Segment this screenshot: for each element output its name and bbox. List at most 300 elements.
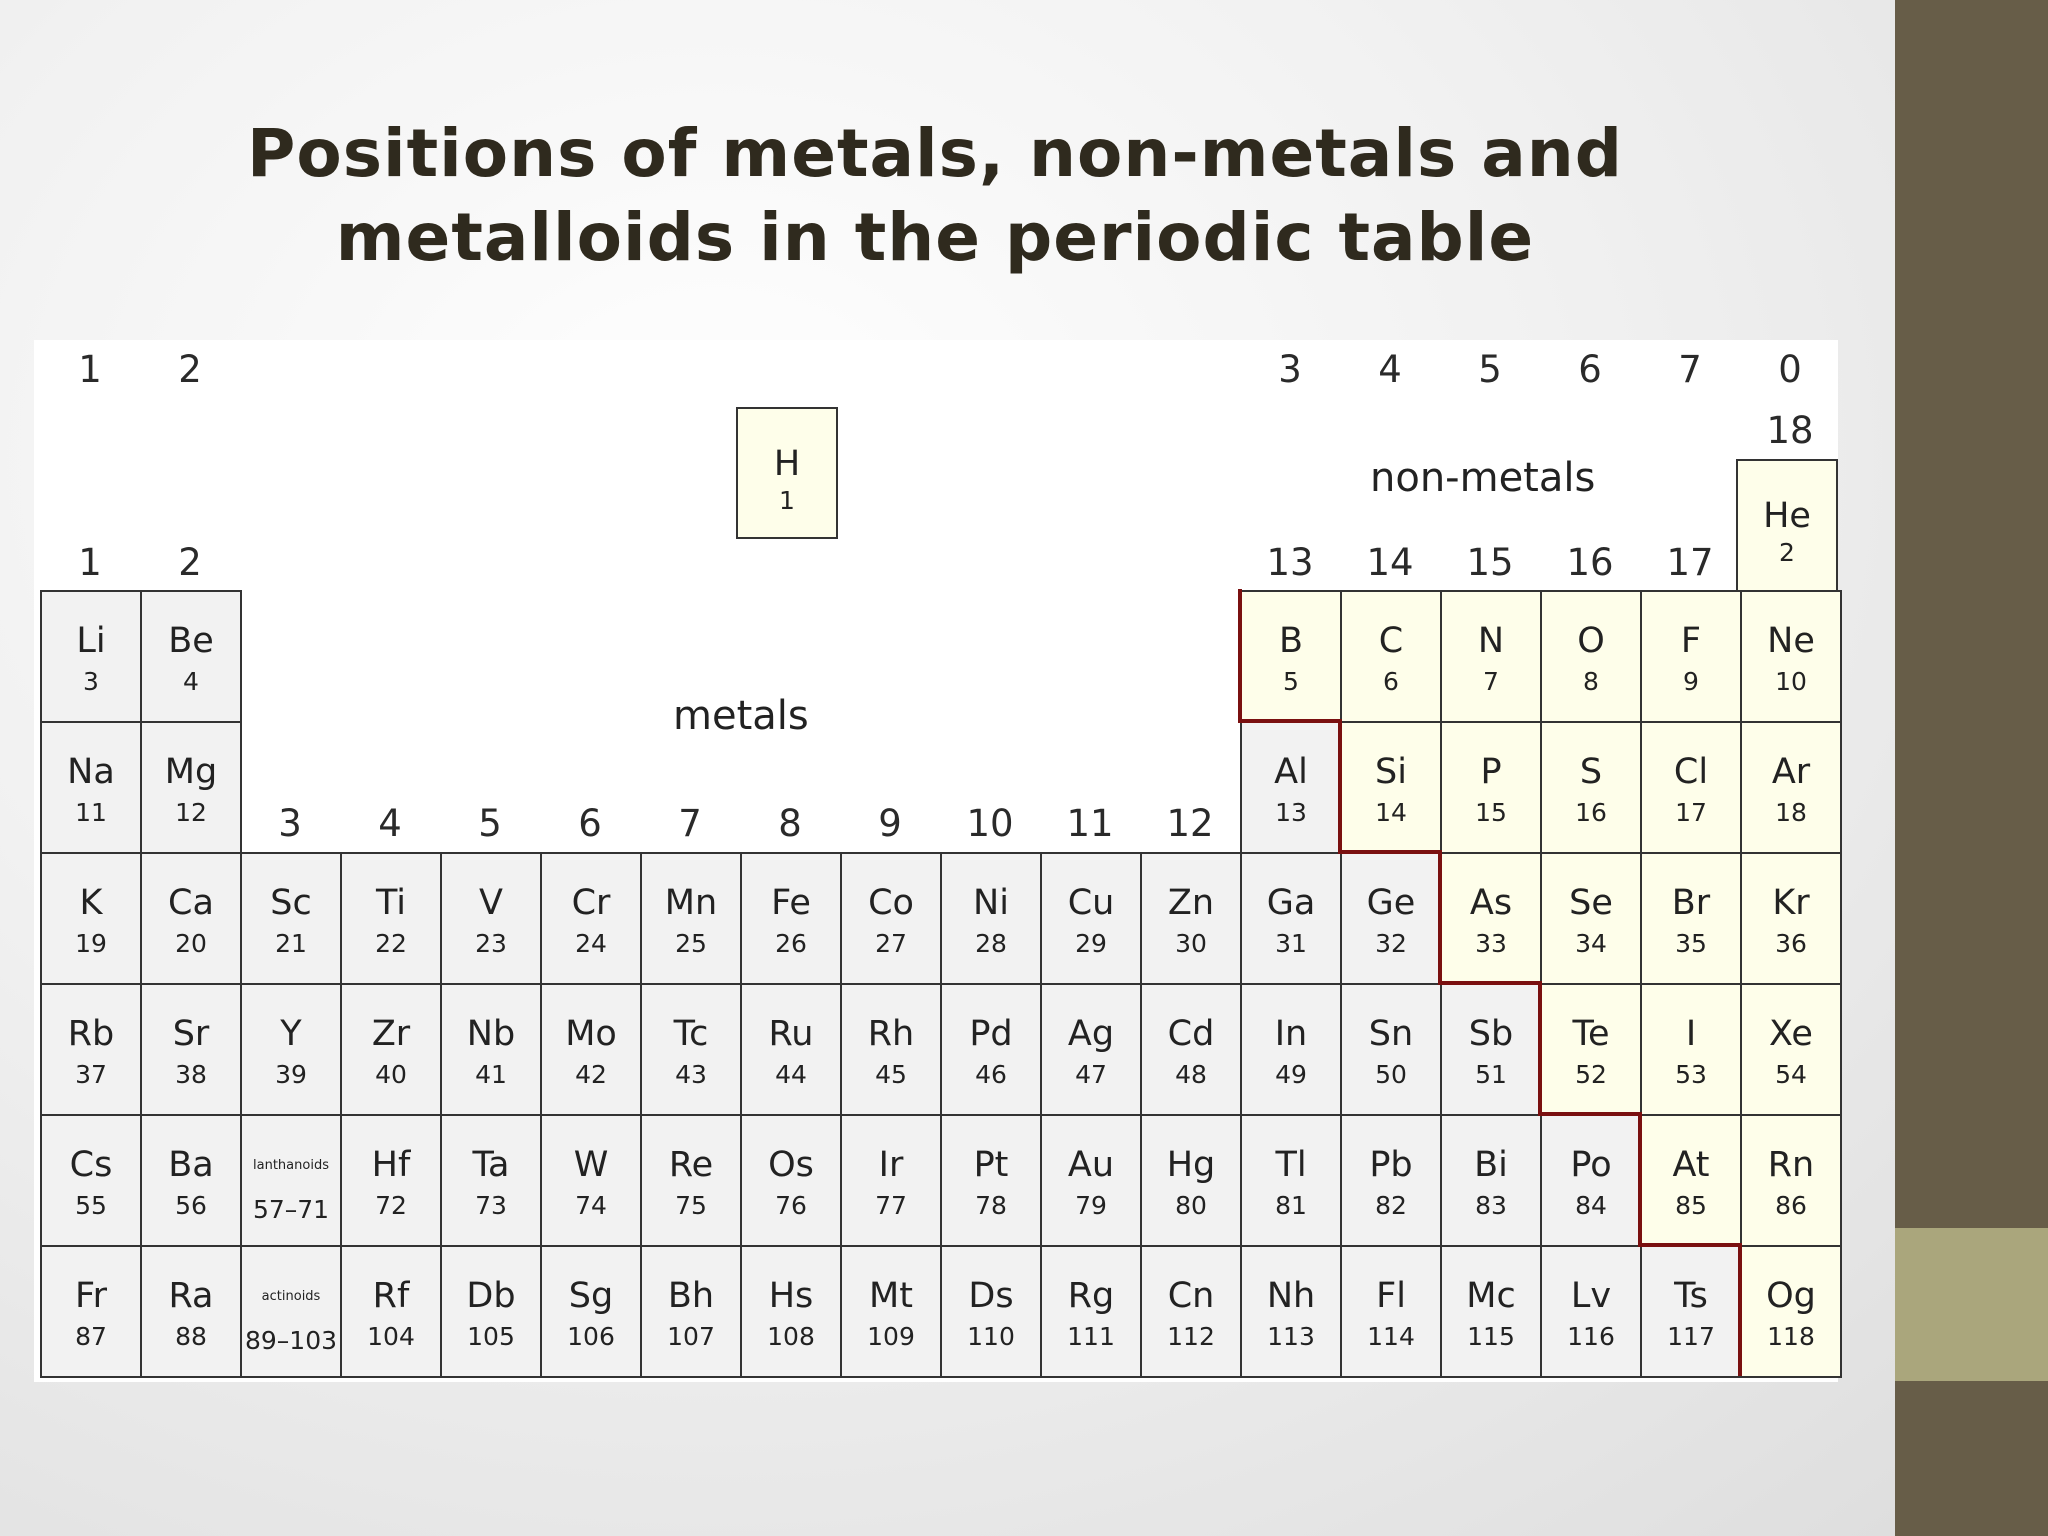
element-cell-br (1640, 852, 1742, 985)
element-cell-he (1736, 459, 1838, 592)
element-cell-mc (1440, 1245, 1542, 1378)
element-cell-pb (1340, 1114, 1442, 1247)
element-cell-lanthanoids (240, 1114, 342, 1247)
atomic-number: 9 (1683, 667, 1699, 696)
element-symbol: Ir (878, 1145, 904, 1185)
element-symbol: Rn (1767, 1145, 1815, 1185)
element-symbol: O (1577, 621, 1605, 661)
group-label-transition: 5 (478, 802, 502, 845)
atomic-number: 49 (1275, 1060, 1307, 1089)
element-symbol: Kr (1772, 883, 1810, 923)
element-symbol: Sg (568, 1276, 614, 1316)
element-cell-mo (540, 983, 642, 1116)
element-symbol: Ru (768, 1014, 814, 1054)
atomic-number: 14 (1375, 798, 1407, 827)
element-symbol: Rg (1067, 1276, 1115, 1316)
element-symbol: Sb (1468, 1014, 1514, 1054)
group-label-transition: 10 (966, 802, 1014, 845)
element-symbol: Se (1569, 883, 1613, 923)
element-cell-nh (1240, 1245, 1342, 1378)
atomic-number: 74 (575, 1191, 607, 1220)
atomic-number: 42 (575, 1060, 607, 1089)
atomic-number: 110 (967, 1322, 1015, 1351)
element-symbol: Cr (571, 883, 611, 923)
atomic-number: 53 (1675, 1060, 1707, 1089)
element-cell-nb (440, 983, 542, 1116)
element-symbol: He (1763, 496, 1811, 536)
group-label-iupac: 2 (178, 541, 202, 584)
series-label: lanthanoids (253, 1158, 329, 1173)
element-symbol: Tl (1275, 1145, 1307, 1185)
element-symbol: B (1278, 621, 1303, 661)
element-cell-b (1240, 590, 1342, 723)
group-label-iupac: 15 (1466, 541, 1514, 584)
element-cell-al (1240, 721, 1342, 854)
element-cell-o (1540, 590, 1642, 723)
element-symbol: Ne (1767, 621, 1815, 661)
atomic-number-range: 57–71 (252, 1195, 330, 1224)
element-symbol: Tc (673, 1014, 709, 1054)
element-symbol: Sn (1368, 1014, 1414, 1054)
element-symbol: Ds (968, 1276, 1014, 1316)
atomic-number: 77 (875, 1191, 907, 1220)
atomic-number: 29 (1075, 929, 1107, 958)
element-symbol: Os (768, 1145, 814, 1185)
group-label-transition: 11 (1066, 802, 1114, 845)
atomic-number: 76 (775, 1191, 807, 1220)
group-label-iupac: 13 (1266, 541, 1314, 584)
atomic-number: 43 (675, 1060, 707, 1089)
atomic-number: 52 (1575, 1060, 1607, 1089)
element-cell-ds (940, 1245, 1042, 1378)
element-cell-ge (1340, 852, 1442, 985)
element-symbol: Ge (1366, 883, 1416, 923)
atomic-number: 41 (475, 1060, 507, 1089)
group-label-traditional: 2 (178, 348, 202, 391)
element-symbol: Ta (472, 1145, 510, 1185)
element-symbol: C (1378, 621, 1404, 661)
element-cell-bh (640, 1245, 742, 1378)
atomic-number: 32 (1375, 929, 1407, 958)
element-cell-y (240, 983, 342, 1116)
atomic-number: 35 (1675, 929, 1707, 958)
sidebar-accent-block (1895, 1228, 2048, 1381)
element-symbol: F (1680, 621, 1702, 661)
element-cell-c (1340, 590, 1442, 723)
atomic-number: 86 (1775, 1191, 1807, 1220)
element-symbol: Be (168, 621, 214, 661)
atomic-number: 47 (1075, 1060, 1107, 1089)
atomic-number: 46 (975, 1060, 1007, 1089)
element-symbol: Sc (270, 883, 312, 923)
atomic-number: 19 (75, 929, 107, 958)
element-cell-og (1740, 1245, 1842, 1378)
group-label-iupac: 1 (78, 541, 102, 584)
atomic-number: 51 (1475, 1060, 1507, 1089)
element-cell-os (740, 1114, 842, 1247)
element-cell-as (1440, 852, 1542, 985)
element-cell-cl (1640, 721, 1742, 854)
element-cell-mg (140, 721, 242, 854)
element-cell-k (40, 852, 142, 985)
group-label-traditional: 6 (1578, 348, 1602, 391)
atomic-number: 118 (1767, 1322, 1815, 1351)
element-cell-au (1040, 1114, 1142, 1247)
atomic-number: 44 (775, 1060, 807, 1089)
element-cell-te (1540, 983, 1642, 1116)
element-symbol: Y (280, 1014, 302, 1054)
element-symbol: Ni (973, 883, 1009, 923)
element-symbol: H (773, 444, 801, 484)
atomic-number: 16 (1575, 798, 1607, 827)
atomic-number: 117 (1667, 1322, 1715, 1351)
element-symbol: Lv (1570, 1276, 1612, 1316)
element-symbol: Sr (172, 1014, 210, 1054)
element-cell-fe (740, 852, 842, 985)
element-symbol: Hg (1166, 1145, 1216, 1185)
element-cell-v (440, 852, 542, 985)
element-cell-sr (140, 983, 242, 1116)
element-cell-hs (740, 1245, 842, 1378)
slide-title: Positions of metals, non-metals and metalloids in the periodic table (247, 115, 1623, 276)
atomic-number: 33 (1475, 929, 1507, 958)
element-symbol: Rb (67, 1014, 115, 1054)
group-label-traditional: 7 (1678, 348, 1702, 391)
atomic-number: 22 (375, 929, 407, 958)
element-cell-db (440, 1245, 542, 1378)
element-symbol: Nb (466, 1014, 516, 1054)
atomic-number: 82 (1375, 1191, 1407, 1220)
group-label-transition: 3 (278, 802, 302, 845)
element-symbol: Xe (1769, 1014, 1813, 1054)
element-symbol: K (79, 883, 103, 923)
atomic-number: 113 (1267, 1322, 1315, 1351)
group-label-transition: 4 (378, 802, 402, 845)
atomic-number: 1 (779, 486, 795, 515)
atomic-number: 31 (1275, 929, 1307, 958)
element-cell-ag (1040, 983, 1142, 1116)
element-symbol: Si (1375, 752, 1407, 792)
element-cell-se (1540, 852, 1642, 985)
element-cell-mt (840, 1245, 942, 1378)
element-symbol: Zr (371, 1014, 411, 1054)
element-cell-ca (140, 852, 242, 985)
element-symbol: Hf (371, 1145, 411, 1185)
element-symbol: In (1274, 1014, 1308, 1054)
element-symbol: S (1579, 752, 1603, 792)
element-symbol: Au (1067, 1145, 1115, 1185)
element-symbol: I (1685, 1014, 1697, 1054)
atomic-number: 85 (1675, 1191, 1707, 1220)
element-cell-ti (340, 852, 442, 985)
element-symbol: Po (1570, 1145, 1612, 1185)
atomic-number: 15 (1475, 798, 1507, 827)
group-label-traditional: 4 (1378, 348, 1402, 391)
element-cell-cs (40, 1114, 142, 1247)
element-symbol: Ag (1067, 1014, 1115, 1054)
element-symbol: Al (1274, 752, 1308, 792)
atomic-number: 55 (75, 1191, 107, 1220)
element-symbol: Co (868, 883, 914, 923)
atomic-number: 107 (667, 1322, 715, 1351)
atomic-number: 6 (1383, 667, 1399, 696)
element-symbol: Bi (1474, 1145, 1508, 1185)
atomic-number: 81 (1275, 1191, 1307, 1220)
atomic-number: 106 (567, 1322, 615, 1351)
atomic-number: 50 (1375, 1060, 1407, 1089)
group-label-transition: 7 (678, 802, 702, 845)
element-symbol: Pt (973, 1145, 1009, 1185)
atomic-number: 36 (1775, 929, 1807, 958)
atomic-number: 34 (1575, 929, 1607, 958)
element-cell-i (1640, 983, 1742, 1116)
element-symbol: Rf (372, 1276, 410, 1316)
element-symbol: Cu (1067, 883, 1115, 923)
atomic-number: 2 (1779, 538, 1795, 567)
element-cell-hg (1140, 1114, 1242, 1247)
atomic-number: 54 (1775, 1060, 1807, 1089)
element-symbol: Cs (69, 1145, 113, 1185)
atomic-number: 78 (975, 1191, 1007, 1220)
group-label-iupac: 17 (1666, 541, 1714, 584)
group-label-iupac: 16 (1566, 541, 1614, 584)
atomic-number: 4 (183, 667, 199, 696)
element-cell-rb (40, 983, 142, 1116)
element-symbol: V (479, 883, 503, 923)
element-symbol: Cl (1673, 752, 1709, 792)
element-cell-be (140, 590, 242, 723)
non-metals-region-label: non-metals (1370, 455, 1596, 501)
atomic-number: 7 (1483, 667, 1499, 696)
group-label-transition: 9 (878, 802, 902, 845)
atomic-number-range: 89–103 (244, 1326, 338, 1355)
group-label-iupac: 14 (1366, 541, 1414, 584)
element-symbol: Li (76, 621, 106, 661)
element-cell-pt (940, 1114, 1042, 1247)
element-cell-zn (1140, 852, 1242, 985)
element-cell-ta (440, 1114, 542, 1247)
group-label-transition: 12 (1166, 802, 1214, 845)
element-cell-sn (1340, 983, 1442, 1116)
element-cell-sb (1440, 983, 1542, 1116)
element-symbol: As (1469, 883, 1513, 923)
element-symbol: Mo (565, 1014, 617, 1054)
atomic-number: 116 (1567, 1322, 1615, 1351)
element-cell-h (736, 407, 838, 539)
element-cell-ir (840, 1114, 942, 1247)
element-cell-si (1340, 721, 1442, 854)
element-symbol: Re (668, 1145, 714, 1185)
element-symbol: Fr (75, 1276, 107, 1316)
element-cell-xe (1740, 983, 1842, 1116)
group-label-traditional: 0 (1778, 348, 1802, 391)
element-cell-ru (740, 983, 842, 1116)
element-symbol: Cn (1167, 1276, 1215, 1316)
element-symbol: At (1672, 1145, 1710, 1185)
atomic-number: 115 (1467, 1322, 1515, 1351)
element-symbol: Ba (168, 1145, 214, 1185)
element-cell-sg (540, 1245, 642, 1378)
atomic-number: 108 (767, 1322, 815, 1351)
atomic-number: 40 (375, 1060, 407, 1089)
group-label-transition: 8 (778, 802, 802, 845)
element-symbol: Zn (1167, 883, 1215, 923)
element-cell-ra (140, 1245, 242, 1378)
element-cell-kr (1740, 852, 1842, 985)
element-symbol: Bh (667, 1276, 715, 1316)
element-symbol: Br (1671, 883, 1711, 923)
element-cell-n (1440, 590, 1542, 723)
atomic-number: 84 (1575, 1191, 1607, 1220)
element-symbol: Nh (1266, 1276, 1316, 1316)
group-label-18: 18 (1766, 409, 1814, 452)
element-symbol: Rh (867, 1014, 915, 1054)
atomic-number: 114 (1367, 1322, 1415, 1351)
atomic-number: 24 (575, 929, 607, 958)
element-cell-f (1640, 590, 1742, 723)
element-symbol: Hs (768, 1276, 814, 1316)
atomic-number: 75 (675, 1191, 707, 1220)
element-cell-p (1440, 721, 1542, 854)
element-cell-po (1540, 1114, 1642, 1247)
element-cell-ts (1640, 1245, 1742, 1378)
atomic-number: 28 (975, 929, 1007, 958)
atomic-number: 25 (675, 929, 707, 958)
atomic-number: 27 (875, 929, 907, 958)
atomic-number: 112 (1167, 1322, 1215, 1351)
element-cell-mn (640, 852, 742, 985)
atomic-number: 45 (875, 1060, 907, 1089)
element-cell-rf (340, 1245, 442, 1378)
element-cell-ne (1740, 590, 1842, 723)
atomic-number: 30 (1175, 929, 1207, 958)
element-symbol: Ga (1266, 883, 1316, 923)
atomic-number: 56 (175, 1191, 207, 1220)
element-cell-cr (540, 852, 642, 985)
atomic-number: 48 (1175, 1060, 1207, 1089)
element-cell-bi (1440, 1114, 1542, 1247)
atomic-number: 83 (1475, 1191, 1507, 1220)
element-symbol: Na (67, 752, 115, 792)
atomic-number: 79 (1075, 1191, 1107, 1220)
element-cell-pd (940, 983, 1042, 1116)
series-label: actinoids (261, 1289, 321, 1304)
element-cell-cd (1140, 983, 1242, 1116)
atomic-number: 18 (1775, 798, 1807, 827)
group-label-traditional: 1 (78, 348, 102, 391)
element-symbol: Fl (1376, 1276, 1406, 1316)
element-cell-lv (1540, 1245, 1642, 1378)
group-label-traditional: 3 (1278, 348, 1302, 391)
element-symbol: Ti (375, 883, 407, 923)
atomic-number: 39 (275, 1060, 307, 1089)
element-symbol: Ca (168, 883, 214, 923)
atomic-number: 3 (83, 667, 99, 696)
element-cell-fr (40, 1245, 142, 1378)
element-cell-fl (1340, 1245, 1442, 1378)
element-symbol: P (1480, 752, 1502, 792)
element-symbol: Ts (1674, 1276, 1708, 1316)
element-symbol: Cd (1167, 1014, 1215, 1054)
element-cell-rg (1040, 1245, 1142, 1378)
element-cell-li (40, 590, 142, 723)
atomic-number: 20 (175, 929, 207, 958)
atomic-number: 10 (1775, 667, 1807, 696)
atomic-number: 111 (1067, 1322, 1115, 1351)
atomic-number: 88 (175, 1322, 207, 1351)
atomic-number: 17 (1675, 798, 1707, 827)
element-cell-cn (1140, 1245, 1242, 1378)
atomic-number: 23 (475, 929, 507, 958)
element-symbol: Mt (869, 1276, 913, 1316)
element-cell-rn (1740, 1114, 1842, 1247)
atomic-number: 80 (1175, 1191, 1207, 1220)
atomic-number: 13 (1275, 798, 1307, 827)
atomic-number: 21 (275, 929, 307, 958)
atomic-number: 109 (867, 1322, 915, 1351)
atomic-number: 105 (467, 1322, 515, 1351)
element-cell-cu (1040, 852, 1142, 985)
element-cell-tl (1240, 1114, 1342, 1247)
element-cell-rh (840, 983, 942, 1116)
element-symbol: Og (1766, 1276, 1816, 1316)
element-cell-sc (240, 852, 342, 985)
element-symbol: W (573, 1145, 609, 1185)
element-symbol: Te (1572, 1014, 1610, 1054)
element-cell-actinoids (240, 1245, 342, 1378)
element-symbol: Mg (164, 752, 218, 792)
element-symbol: Mc (1466, 1276, 1516, 1316)
element-cell-s (1540, 721, 1642, 854)
element-symbol: N (1477, 621, 1505, 661)
atomic-number: 37 (75, 1060, 107, 1089)
atomic-number: 87 (75, 1322, 107, 1351)
atomic-number: 26 (775, 929, 807, 958)
element-cell-tc (640, 983, 742, 1116)
atomic-number: 11 (75, 798, 107, 827)
atomic-number: 8 (1583, 667, 1599, 696)
element-cell-ba (140, 1114, 242, 1247)
element-symbol: Db (466, 1276, 516, 1316)
element-cell-na (40, 721, 142, 854)
atomic-number: 72 (375, 1191, 407, 1220)
element-symbol: Ra (168, 1276, 214, 1316)
element-symbol: Pd (969, 1014, 1013, 1054)
element-symbol: Pb (1369, 1145, 1413, 1185)
group-label-transition: 6 (578, 802, 602, 845)
element-cell-re (640, 1114, 742, 1247)
element-cell-w (540, 1114, 642, 1247)
element-cell-ga (1240, 852, 1342, 985)
group-label-traditional: 5 (1478, 348, 1502, 391)
atomic-number: 12 (175, 798, 207, 827)
element-cell-zr (340, 983, 442, 1116)
metals-region-label: metals (673, 693, 809, 739)
element-symbol: Mn (664, 883, 718, 923)
atomic-number: 5 (1283, 667, 1299, 696)
atomic-number: 73 (475, 1191, 507, 1220)
element-symbol: Ar (1771, 752, 1811, 792)
element-cell-at (1640, 1114, 1742, 1247)
element-cell-co (840, 852, 942, 985)
atomic-number: 104 (367, 1322, 415, 1351)
atomic-number: 38 (175, 1060, 207, 1089)
element-cell-ar (1740, 721, 1842, 854)
element-symbol: Fe (771, 883, 811, 923)
element-cell-in (1240, 983, 1342, 1116)
element-cell-hf (340, 1114, 442, 1247)
element-cell-ni (940, 852, 1042, 985)
